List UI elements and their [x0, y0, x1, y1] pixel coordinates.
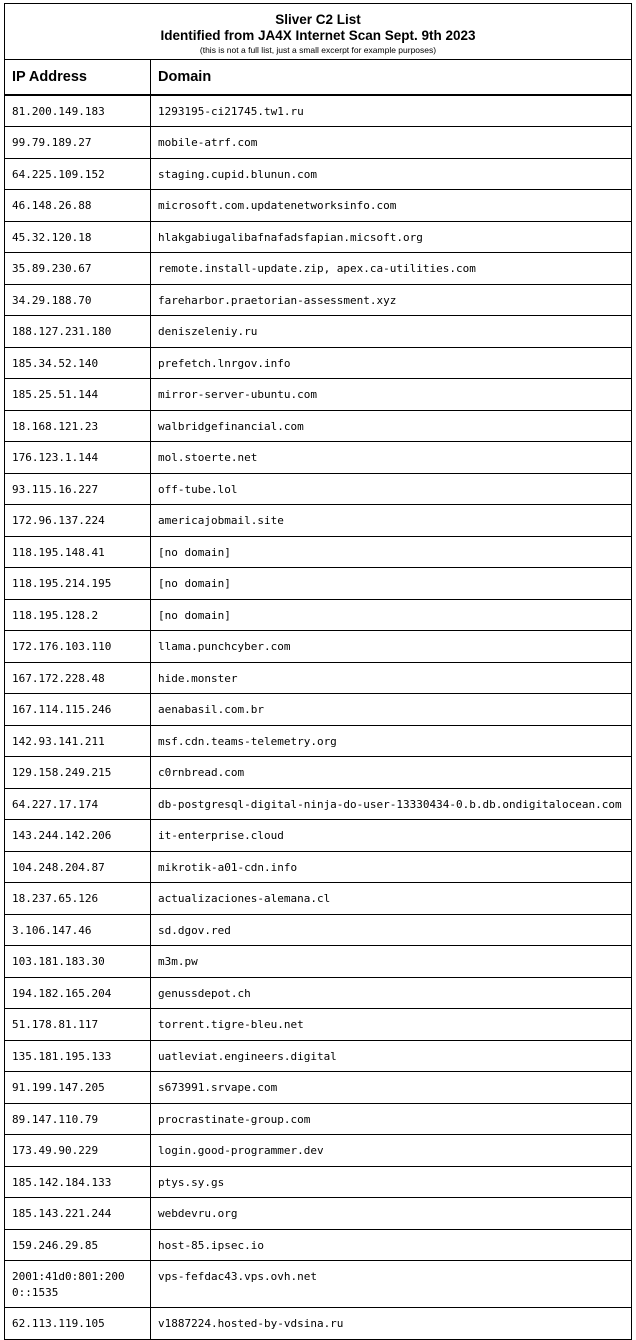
ip-address-cell: 172.176.103.110	[5, 631, 151, 663]
domain-cell: remote.install-update.zip, apex.ca-utilities.com	[151, 253, 632, 285]
domain-cell: v1887224.hosted-by-vdsina.ru	[151, 1308, 632, 1340]
table-row	[5, 505, 632, 537]
ip-address-cell: 104.248.204.87	[5, 851, 151, 883]
table-row	[5, 757, 632, 789]
table-body	[5, 95, 632, 1340]
ip-address-cell: 185.142.184.133	[5, 1166, 151, 1198]
table-row	[5, 95, 632, 127]
ip-address-cell: 89.147.110.79	[5, 1103, 151, 1135]
domain-cell: host-85.ipsec.io	[151, 1229, 632, 1261]
ip-address-cell: 18.237.65.126	[5, 883, 151, 915]
ip-address-cell: 118.195.148.41	[5, 536, 151, 568]
disclaimer-note: (this is not a full list, just a small excerpt for example purposes)	[199, 45, 437, 55]
ip-address-cell: 135.181.195.133	[5, 1040, 151, 1072]
domain-cell: 1293195-ci21745.tw1.ru	[151, 95, 632, 127]
ip-address-cell: 167.172.228.48	[5, 662, 151, 694]
domain-cell: s673991.srvape.com	[151, 1072, 632, 1104]
table-row	[5, 442, 632, 474]
domain-cell: webdevru.org	[151, 1198, 632, 1230]
ip-address-cell: 143.244.142.206	[5, 820, 151, 852]
table-row	[5, 851, 632, 883]
domain-cell: fareharbor.praetorian-assessment.xyz	[151, 284, 632, 316]
table-row	[5, 1072, 632, 1104]
domain-cell: sd.dgov.red	[151, 914, 632, 946]
table-row	[5, 1308, 632, 1340]
table-row	[5, 473, 632, 505]
table-row	[5, 914, 632, 946]
table-row	[5, 1135, 632, 1167]
domain-cell: genussdepot.ch	[151, 977, 632, 1009]
table-row	[5, 127, 632, 159]
table-row	[5, 1229, 632, 1261]
table-row	[5, 1261, 632, 1308]
table-row	[5, 946, 632, 978]
table-row	[5, 1198, 632, 1230]
domain-cell: microsoft.com.updatenetworksinfo.com	[151, 190, 632, 222]
table-row	[5, 221, 632, 253]
domain-cell: m3m.pw	[151, 946, 632, 978]
domain-cell: procrastinate-group.com	[151, 1103, 632, 1135]
table-row	[5, 536, 632, 568]
ip-address-cell: 34.29.188.70	[5, 284, 151, 316]
domain-cell: [no domain]	[151, 536, 632, 568]
ip-address-cell: 103.181.183.30	[5, 946, 151, 978]
column-header-ip: IP Address	[5, 60, 151, 95]
ip-address-cell: 129.158.249.215	[5, 757, 151, 789]
table-row	[5, 883, 632, 915]
ip-address-cell: 176.123.1.144	[5, 442, 151, 474]
ip-address-cell: 167.114.115.246	[5, 694, 151, 726]
domain-cell: deniszeleniy.ru	[151, 316, 632, 348]
domain-cell: actualizaciones-alemana.cl	[151, 883, 632, 915]
table-row	[5, 1166, 632, 1198]
domain-cell: db-postgresql-digital-ninja-do-user-13330434-0.b.db.ondigitalocean.com	[151, 788, 632, 820]
ip-address-cell: 118.195.214.195	[5, 568, 151, 600]
c2-table	[4, 3, 632, 1340]
ip-address-cell: 45.32.120.18	[5, 221, 151, 253]
domain-cell: mobile-atrf.com	[151, 127, 632, 159]
title-line-1: Sliver C2 List	[275, 12, 361, 27]
ip-address-cell: 172.96.137.224	[5, 505, 151, 537]
ip-address-cell: 194.182.165.204	[5, 977, 151, 1009]
table-row	[5, 1103, 632, 1135]
ip-address-cell: 188.127.231.180	[5, 316, 151, 348]
ip-address-cell: 185.34.52.140	[5, 347, 151, 379]
c2-list-document	[4, 3, 631, 1340]
table-row	[5, 694, 632, 726]
ip-address-cell: 3.106.147.46	[5, 914, 151, 946]
ip-address-cell: 91.199.147.205	[5, 1072, 151, 1104]
table-row	[5, 662, 632, 694]
ip-address-cell: 118.195.128.2	[5, 599, 151, 631]
ip-address-cell: 173.49.90.229	[5, 1135, 151, 1167]
domain-cell: mirror-server-ubuntu.com	[151, 379, 632, 411]
table-row	[5, 631, 632, 663]
table-row	[5, 788, 632, 820]
table-row	[5, 253, 632, 285]
domain-cell: llama.punchcyber.com	[151, 631, 632, 663]
domain-cell: off-tube.lol	[151, 473, 632, 505]
table-row	[5, 599, 632, 631]
domain-cell: [no domain]	[151, 568, 632, 600]
ip-address-cell: 159.246.29.85	[5, 1229, 151, 1261]
table-row	[5, 347, 632, 379]
ip-address-cell: 46.148.26.88	[5, 190, 151, 222]
table-row	[5, 977, 632, 1009]
ip-address-cell: 62.113.119.105	[5, 1308, 151, 1340]
table-row	[5, 410, 632, 442]
domain-cell: hide.monster	[151, 662, 632, 694]
domain-cell: uatleviat.engineers.digital	[151, 1040, 632, 1072]
table-row	[5, 820, 632, 852]
domain-cell: mol.stoerte.net	[151, 442, 632, 474]
ip-address-cell: 18.168.121.23	[5, 410, 151, 442]
ip-address-cell: 2001:41d0:801:2000::1535	[5, 1261, 151, 1308]
table-row	[5, 190, 632, 222]
domain-cell: msf.cdn.teams-telemetry.org	[151, 725, 632, 757]
domain-cell: mikrotik-a01-cdn.info	[151, 851, 632, 883]
domain-cell: login.good-programmer.dev	[151, 1135, 632, 1167]
title-line-2: Identified from JA4X Internet Scan Sept. 9th 2023	[160, 28, 476, 43]
table-row	[5, 379, 632, 411]
domain-cell: [no domain]	[151, 599, 632, 631]
ip-address-cell: 51.178.81.117	[5, 1009, 151, 1041]
ip-address-cell: 142.93.141.211	[5, 725, 151, 757]
table-row	[5, 158, 632, 190]
domain-cell: americajobmail.site	[151, 505, 632, 537]
table-row	[5, 1009, 632, 1041]
ip-address-cell: 185.143.221.244	[5, 1198, 151, 1230]
domain-cell: torrent.tigre-bleu.net	[151, 1009, 632, 1041]
ip-address-cell: 99.79.189.27	[5, 127, 151, 159]
column-header-domain: Domain	[151, 60, 632, 95]
ip-address-cell: 35.89.230.67	[5, 253, 151, 285]
table-row	[5, 284, 632, 316]
table-row	[5, 568, 632, 600]
domain-cell: ptys.sy.gs	[151, 1166, 632, 1198]
ip-address-cell: 64.225.109.152	[5, 158, 151, 190]
table-row	[5, 316, 632, 348]
ip-address-cell: 185.25.51.144	[5, 379, 151, 411]
domain-cell: walbridgefinancial.com	[151, 410, 632, 442]
table-row	[5, 725, 632, 757]
domain-cell: vps-fefdac43.vps.ovh.net	[151, 1261, 632, 1308]
table-caption	[5, 4, 632, 60]
ip-address-cell: 93.115.16.227	[5, 473, 151, 505]
domain-cell: it-enterprise.cloud	[151, 820, 632, 852]
domain-cell: hlakgabiugalibafnafadsfapian.micsoft.org	[151, 221, 632, 253]
domain-cell: staging.cupid.blunun.com	[151, 158, 632, 190]
domain-cell: c0rnbread.com	[151, 757, 632, 789]
ip-address-cell: 64.227.17.174	[5, 788, 151, 820]
domain-cell: prefetch.lnrgov.info	[151, 347, 632, 379]
ip-address-cell: 81.200.149.183	[5, 95, 151, 127]
domain-cell: aenabasil.com.br	[151, 694, 632, 726]
table-row	[5, 1040, 632, 1072]
